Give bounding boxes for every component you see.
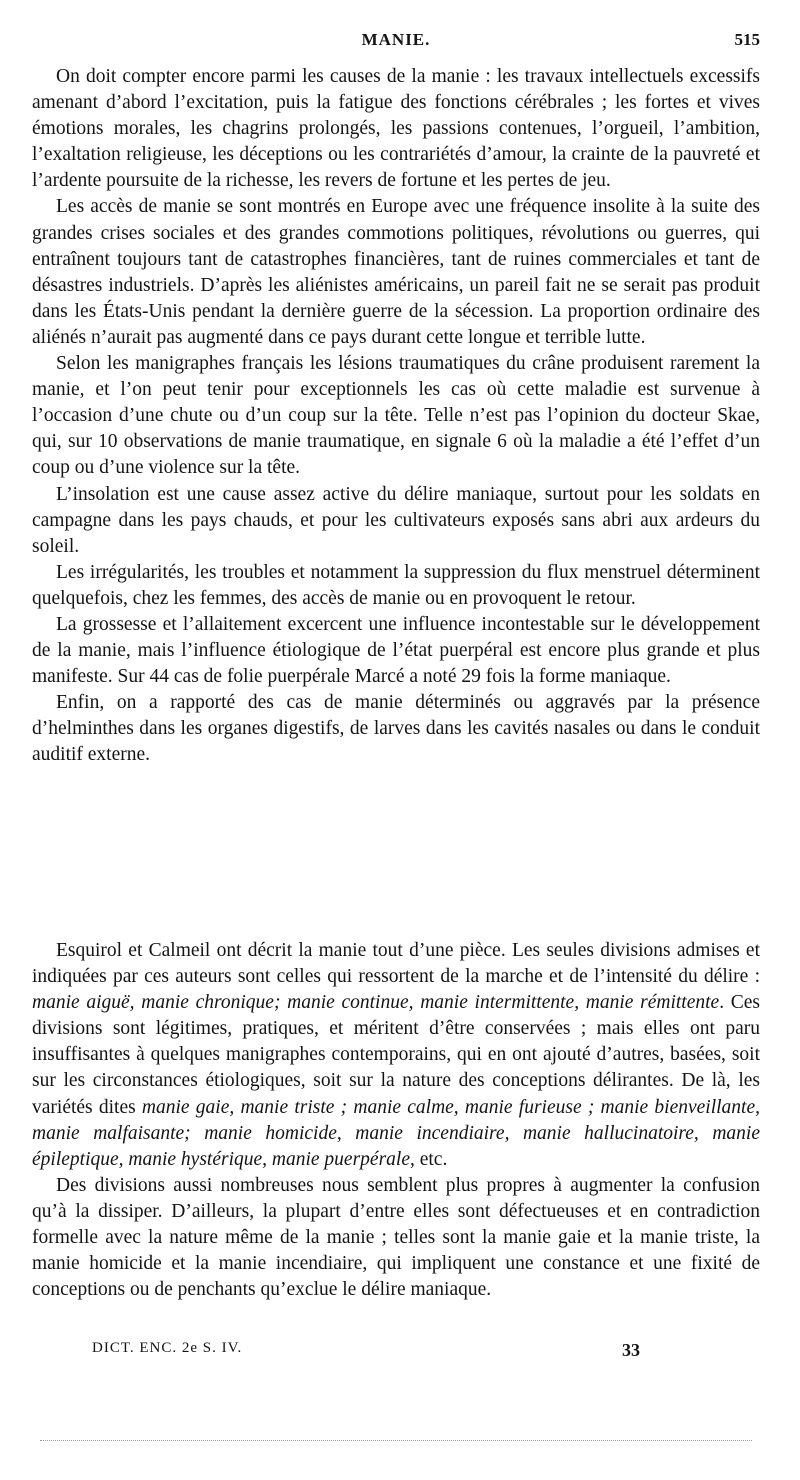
causes-section	[32, 64, 760, 769]
paragraph-insolation: L’insolation est une cause assez active du délire maniaque, surtout pour les soldats en campagne dans les pays chauds, et pour les cultivateurs exposés sans abri aux ardeurs du soleil.	[32, 483, 760, 557]
paragraph-helminths: Enfin, on a rapporté des cas de manie déterminés ou aggravés par la présence d’helminthes dans les organes digestifs, de larves dans les cavités nasales ou dans le conduit auditif externe.	[32, 692, 760, 766]
paragraph-puerperal: La grossesse et l’allaitement excercent une influence incontestable sur le développement de la manie, mais l’influence étiologique de l’état puerpéral est encore plus grande et plus manifeste. Sur 44 cas de folie puerpérale Marcé a noté 29 fois la forme maniaque.	[32, 613, 760, 688]
sheet-number: 33	[622, 1340, 640, 1360]
page-footer	[32, 1340, 760, 1364]
paragraph-social-crises: Les accès de manie se sont montrés en Europe avec une fréquence insolite à la suite des grandes crises sociales et des grandes commotions politiques, révolutions ou guerres, qui entraînent toujours tant de catastrophes financières, tant de ruines commerciales et tant de désastres industriels. D’après les aliénistes américains, un pareil fait ne se serait pas produit dans les États-Unis pendant la dernière guerre de la sécession. La proportion ordinaire des aliénés n’aurait pas augmenté dans ce pays durant cette longue et terrible lutte.	[32, 196, 760, 348]
signature-mark: DICT. ENC. 2e S. IV.	[92, 1340, 243, 1356]
paragraph-confusion: Des divisions aussi nombreuses nous semblent plus propres à augmenter la confusion qu’à la dissiper. D’ailleurs, la plupart d’entre elles sont défectueuses et en contradiction formelle avec la nature même de la manie ; telles sont la manie gaie et la manie triste, la manie homicide et la manie incendiaire, qui impliquent une constance et une fixité de conceptions ou de penchants qu’exclue le délire maniaque.	[32, 1174, 760, 1301]
paragraph-menstrual: Les irrégularités, les troubles et notamment la suppression du flux menstruel déterminent quelquefois, chez les femmes, des accès de manie ou en provoquent le retour.	[32, 561, 760, 609]
document-page	[32, 0, 760, 1480]
divisions-text-2: . Ces divisions sont légitimes, pratiques, et méritent d’être conservées ; mais elles ont paru insuffisantes à quelques manigraphes contemporains, qui en ont ajouté d’autres, basées, soit sur les circonstances étiologiques, soit sur la nature des conceptions délirantes. De là, les variétés dites	[32, 992, 761, 1118]
divisions-section	[32, 938, 760, 1303]
page-number: 515	[734, 30, 760, 49]
running-head	[32, 30, 760, 54]
divisions-italic-2: manie gaie, manie triste ; manie calme, manie furieuse ; manie bienveillante, manie malfaisante; manie homicide, manie incendiaire, manie hallucinatoire, manie épileptique, manie hystérique, manie puerpérale	[32, 1096, 761, 1170]
divisions-text-1: Esquirol et Calmeil ont décrit la manie tout d’une pièce. Les seules divisions admises et indiquées par ces auteurs sont celles qui ressortent de la marche et de l’intensité du délire :	[32, 940, 760, 988]
paragraph-intellectual-causes: On doit compter encore parmi les causes de la manie : les travaux intellectuels excessifs amenant d’abord l’excitation, puis la fatigue des fonctions cérébrales ; les fortes et vives émotions morales, les chagrins prolongés, les passions contenues, l’orgueil, l’ambition, l’exaltation religieuse, les déceptions ou les contrariétés d’amour, la crainte de la pauvreté et l’ardente poursuite de la richesse, les revers de fortune et les pertes de jeu.	[32, 66, 760, 192]
paragraph-divisions	[32, 938, 760, 1173]
paragraph-traumatic-lesions: Selon les manigraphes français les lésions traumatiques du crâne produisent rarement la manie, et l’on peut tenir pour exceptionnels les cas où cette maladie est survenue à l’occasion d’une chute ou d’un coup sur la tête. Telle n’est pas l’opinion du docteur Skae, qui, sur 10 observations de manie traumatique, en signale 6 où la maladie a été l’effet d’un coup ou d’une violence sur la tête.	[32, 353, 760, 479]
bottom-dotted-rule	[40, 1440, 752, 1441]
running-title: MANIE.	[361, 30, 431, 49]
divisions-italic-1: manie aiguë, manie chronique; manie continue, manie intermittente, manie rémittente	[32, 992, 720, 1014]
divisions-text-3: , etc.	[409, 1148, 448, 1170]
